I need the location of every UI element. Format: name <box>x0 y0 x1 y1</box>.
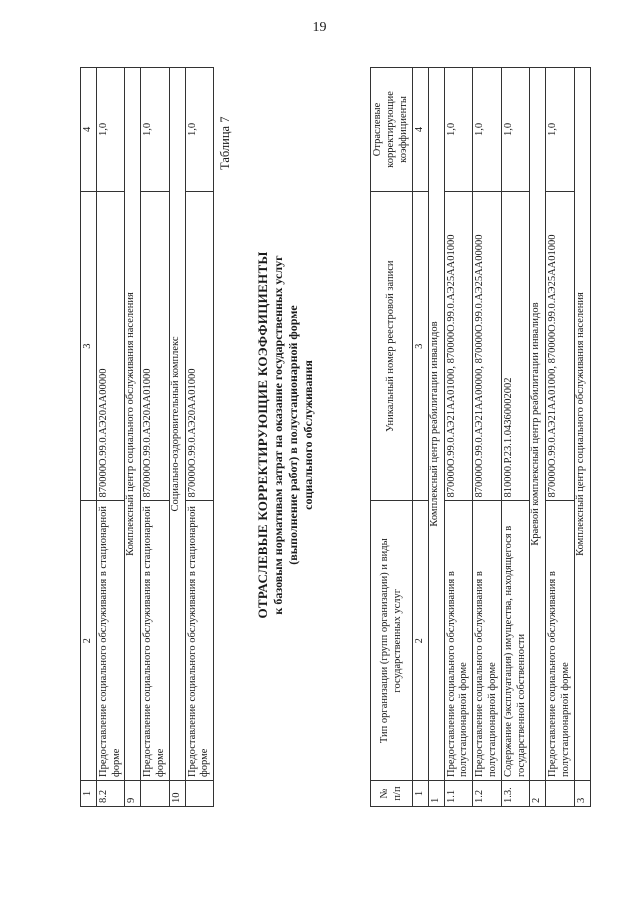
section-number: 10 <box>169 781 185 807</box>
page-number: 19 <box>312 20 327 35</box>
section-number: 2 <box>530 781 546 807</box>
table-7 <box>370 67 591 807</box>
table-cell: 870000О.99.0.АЭ20АА01000 <box>141 191 170 501</box>
table-cell: 1,0 <box>473 68 502 192</box>
table-cell: 870000О.99.0.АЭ21АА01000, 870000О.99.0.АЭ25АА01000 <box>444 191 473 501</box>
section-row <box>428 68 444 807</box>
section-row <box>125 68 141 807</box>
section-title: Социально-оздоровительный комплекс <box>169 68 185 781</box>
table-cell <box>141 781 170 807</box>
section-number: 3 <box>574 781 590 807</box>
section-title: Краевой комплексный центр реабилитации инвалидов <box>530 68 546 781</box>
table-cell: 1,0 <box>185 68 214 192</box>
table-cell: 1.2 <box>473 781 502 807</box>
table-6-body <box>81 68 214 807</box>
table-7-caption: Таблица 7 <box>218 116 232 170</box>
section-number: 1 <box>428 781 444 807</box>
section-title: Комплексный центр реабилитации инвалидов <box>428 68 444 781</box>
section-title: Комплексный центр социального обслуживания населения <box>574 68 590 781</box>
number-cell: 1 <box>413 781 429 807</box>
table-cell: 870000О.99.0.АЭ20АА00000 <box>96 191 125 501</box>
header-cell: № п/п <box>371 781 413 807</box>
table-row <box>96 68 125 807</box>
number-cell: 3 <box>413 191 429 501</box>
table-7-title-line: к базовым нормативам затрат на оказание государственных услуг <box>271 255 286 615</box>
table-cell: Предоставление социального обслуживания в стационарной форме <box>141 501 170 781</box>
table-cell: 1.1 <box>444 781 473 807</box>
table-cell: 1.3. <box>501 781 530 807</box>
table-row <box>546 68 575 807</box>
table-7-title-line: социального обслуживания <box>301 360 316 510</box>
table-cell: 1 <box>81 781 97 807</box>
table-cell: 1,0 <box>96 68 125 192</box>
table-7-body <box>428 68 590 807</box>
table-cell: Предоставление социального обслуживания в полустационарной форме <box>473 501 502 781</box>
table-row <box>501 68 530 807</box>
header-cell: Уникальный номер реестровой записи <box>371 191 413 501</box>
table-row <box>444 68 473 807</box>
header-cell: Тип организации (групп организации) и виды государственных услуг <box>371 501 413 781</box>
table-cell: 2 <box>81 501 97 781</box>
table-7-title-main: ОТРАСЛЕВЫЕ КОРРЕКТИРУЮЩИЕ КОЭФФИЦИЕНТЫ <box>255 251 270 619</box>
number-cell: 2 <box>413 501 429 781</box>
table-7-title-line: (выполнение работ) в полустационарной форме <box>286 305 301 565</box>
table-cell: 1,0 <box>501 68 530 192</box>
section-title: Комплексный центр социального обслуживания населения <box>125 68 141 781</box>
table-7-title <box>255 205 316 665</box>
section-row <box>530 68 546 807</box>
header-cell: Отраслевые корректирующие коэффициенты <box>371 68 413 192</box>
table-cell: 870000О.99.0.АЭ21АА01000, 870000О.99.0.АЭ25АА01000 <box>546 191 575 501</box>
section-number: 9 <box>125 781 141 807</box>
table-cell: Предоставление социального обслуживания в полустационарной форме <box>444 501 473 781</box>
table-cell <box>546 781 575 807</box>
table-cell: 8.2 <box>96 781 125 807</box>
section-row <box>574 68 590 807</box>
number-cell: 4 <box>413 68 429 192</box>
table-cell: 1,0 <box>141 68 170 192</box>
table-cell: 1,0 <box>444 68 473 192</box>
table-cell: 3 <box>81 191 97 501</box>
table-cell <box>185 781 214 807</box>
table-cell: 1,0 <box>546 68 575 192</box>
table-row <box>185 68 214 807</box>
table-cell: 870000О.99.0.АЭ21АА00000, 870000О.99.0.АЭ25АА00000 <box>473 191 502 501</box>
table-cell: 870000О.99.0.АЭ20АА01000 <box>185 191 214 501</box>
table-row <box>473 68 502 807</box>
table-cell: 810000.Р.23.1.04360002002 <box>501 191 530 501</box>
table-cell: 4 <box>81 68 97 192</box>
table-7-header-row <box>371 68 413 807</box>
table-cell: Предоставление социального обслуживания в стационарной форме <box>96 501 125 781</box>
section-row <box>169 68 185 807</box>
table-cell: Предоставление социального обслуживания в стационарной форме <box>185 501 214 781</box>
table-cell: Предоставление социального обслуживания в полустационарной форме <box>546 501 575 781</box>
table-row <box>141 68 170 807</box>
table-7-number-row <box>413 68 429 807</box>
number-row <box>81 68 97 807</box>
table-6 <box>80 67 214 807</box>
table-cell: Содержание (эксплуатация) имущества, находящегося в государственной собственности <box>501 501 530 781</box>
